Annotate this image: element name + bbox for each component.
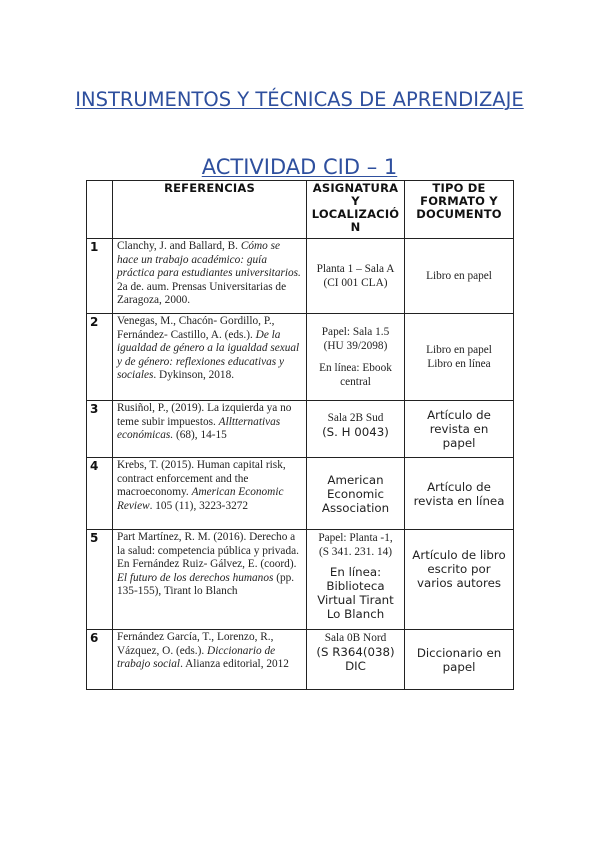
table-row bbox=[87, 530, 514, 630]
location-line: central bbox=[340, 376, 371, 388]
row-number: 6 bbox=[87, 630, 113, 690]
ref-details: 2a de. aum. Prensas Universitarias de Zaragoza, 2000. bbox=[117, 280, 287, 307]
location-line: Association bbox=[321, 500, 390, 515]
format-line: Libro en papel bbox=[426, 270, 492, 282]
ref-authors: Fernández García, T., Lorenzo, R., Vázquez, O. (eds.). bbox=[117, 631, 274, 657]
location-line: Lo Blanch bbox=[326, 607, 385, 621]
location-line: Biblioteca bbox=[326, 579, 385, 593]
format-cell bbox=[405, 458, 514, 530]
reference-cell bbox=[113, 401, 307, 458]
format-cell bbox=[405, 530, 514, 630]
location-cell bbox=[307, 630, 405, 690]
ref-title: El futuro de los derechos humanos bbox=[117, 571, 274, 584]
ref-title: Alltternativas económicas. bbox=[117, 415, 281, 442]
location-line: (S 341. 231. 14) bbox=[318, 546, 393, 558]
row-number: 4 bbox=[87, 458, 113, 530]
row-number: 1 bbox=[87, 239, 113, 314]
activity-heading: ACTIVIDAD CID – 1 bbox=[201, 155, 398, 179]
format-cell bbox=[405, 314, 514, 401]
format-cell bbox=[405, 239, 514, 314]
header-number bbox=[87, 181, 113, 239]
ref-title: American Economic Review bbox=[117, 486, 284, 512]
format-line: Diccionario en bbox=[416, 645, 502, 660]
ref-details: . 105 (11), 3223-3272 bbox=[149, 499, 249, 512]
location-line: DIC bbox=[345, 659, 366, 673]
format-cell bbox=[405, 401, 514, 458]
location-line: Sala 0B Nord bbox=[324, 632, 387, 644]
ref-authors: Rusiñol, P., (2019). La izquierda ya no teme subir impuestos. bbox=[117, 402, 292, 428]
ref-details: (68), 14-15 bbox=[173, 429, 227, 442]
row-number: 2 bbox=[87, 314, 113, 401]
location-cell bbox=[307, 530, 405, 630]
location-line: American bbox=[327, 472, 384, 487]
header-referencias: REFERENCIAS bbox=[113, 181, 307, 239]
format-line: papel bbox=[442, 659, 476, 674]
format-line: revista en línea bbox=[413, 493, 505, 508]
ref-details: . Dykinson, 2018. bbox=[153, 369, 235, 382]
document-title: INSTRUMENTOS Y TÉCNICAS DE APRENDIZAJE bbox=[75, 88, 524, 111]
format-line: escrito por bbox=[427, 562, 491, 576]
ref-details: (pp. 135-155), Tirant lo Blanch bbox=[117, 571, 295, 598]
table-row bbox=[87, 239, 514, 314]
ref-title: Cómo se hace un trabajo académico: guía práctica para estudiantes universitarios. bbox=[117, 240, 301, 280]
row-number: 3 bbox=[87, 401, 113, 458]
table-row bbox=[87, 458, 514, 530]
format-line: Artículo de libro bbox=[412, 548, 506, 562]
format-line: Artículo de bbox=[427, 408, 491, 422]
ref-title: De la igualdad de género a la igualdad sexual y de género: reflexiones educativas y sociales bbox=[117, 328, 300, 382]
location-cell bbox=[307, 401, 405, 458]
header-row bbox=[87, 181, 514, 239]
reference-cell bbox=[113, 239, 307, 314]
reference-cell bbox=[113, 314, 307, 401]
location-cell bbox=[307, 458, 405, 530]
location-cell bbox=[307, 314, 405, 401]
ref-authors: Krebs, T. (2015). Human capital risk, contract enforcement and the macroeconomy. bbox=[117, 459, 286, 499]
location-line: Papel: Sala 1.5 bbox=[321, 326, 390, 338]
location-line: Papel: Planta -1, bbox=[318, 532, 393, 544]
header-asignatura: ASIGNATURA Y LOCALIZACIÓN bbox=[307, 181, 405, 239]
table-row bbox=[87, 314, 514, 401]
format-line: varios autores bbox=[417, 576, 501, 590]
format-line: Libro en papel bbox=[426, 344, 492, 356]
reference-cell bbox=[113, 630, 307, 690]
location-line: (HU 39/2098) bbox=[323, 340, 388, 352]
format-line: Artículo de bbox=[427, 479, 491, 494]
location-line: (S. H 0043) bbox=[322, 425, 389, 439]
location-line: En línea: Ebook bbox=[319, 362, 392, 374]
location-line: Economic bbox=[326, 486, 385, 501]
location-line: En línea: bbox=[329, 565, 382, 579]
location-cell bbox=[307, 239, 405, 314]
location-line: Virtual Tirant bbox=[317, 593, 394, 607]
ref-title: Diccionario de trabajo social bbox=[117, 644, 276, 671]
header-tipo: TIPO DE FORMATO Y DOCUMENTO bbox=[405, 181, 514, 239]
format-line: Libro en línea bbox=[427, 358, 491, 370]
ref-authors: Part Martínez, R. M. (2016). Derecho a la salud: competencia pública y privada. En Fernández Ruiz- Gálvez, E. (coord). bbox=[117, 531, 299, 571]
location-line: Planta 1 – Sala A bbox=[316, 263, 395, 275]
location-line: Sala 2B Sud bbox=[327, 412, 384, 424]
table-row bbox=[87, 401, 514, 458]
format-cell bbox=[405, 630, 514, 690]
ref-authors: Clanchy, J. and Ballard, B. bbox=[117, 240, 241, 252]
format-line: papel bbox=[442, 436, 476, 450]
table-row bbox=[87, 630, 514, 690]
reference-cell bbox=[113, 458, 307, 530]
format-line: revista en bbox=[429, 422, 489, 436]
location-line: (CI 001 CLA) bbox=[323, 277, 388, 289]
ref-authors: Venegas, M., Chacón- Gordillo, P., Fernández- Castillo, A. (eds.). bbox=[117, 315, 275, 341]
location-line: (S R364(038) bbox=[316, 645, 395, 659]
row-number: 5 bbox=[87, 530, 113, 630]
ref-details: . Alianza editorial, 2012 bbox=[180, 658, 289, 671]
reference-cell bbox=[113, 530, 307, 630]
references-table bbox=[86, 180, 514, 690]
